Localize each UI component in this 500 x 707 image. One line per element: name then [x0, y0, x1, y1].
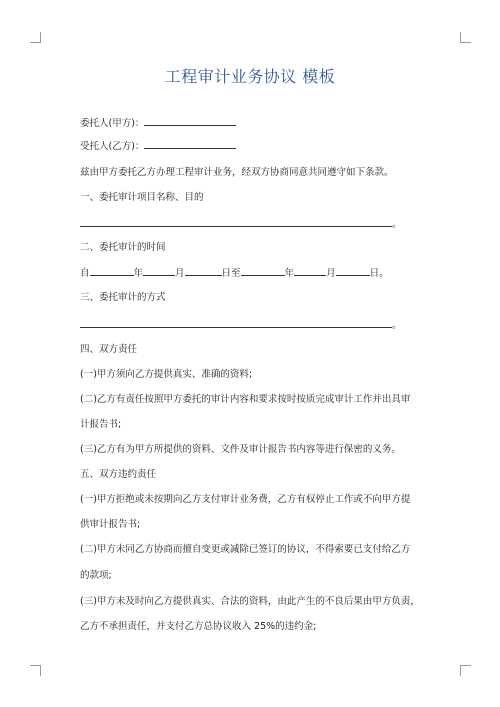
sec3-blank-line [80, 317, 402, 333]
party-a-label: 委托人(甲方)： [80, 118, 145, 129]
sec4-heading: 四、双方责任 [80, 344, 138, 355]
sec5-item3-line1: (三)甲方未及时向乙方提供真实、合法的资料，由此产生的不良后果由甲方负责， [80, 596, 420, 607]
document-title: 工程审计业务协议 模板 [164, 67, 336, 86]
sec1-heading: 一、委托审计项目名称、目的 [80, 192, 204, 203]
sec4-item2-line1: (二)乙方有责任按照甲方委托的审计内容和要求按时按质完成审计工作并出具审 [80, 394, 411, 405]
unit-day-end: 日。 [369, 268, 389, 279]
sec5-heading: 五、双方违约责任 [80, 469, 157, 480]
start-day-blank[interactable] [185, 266, 222, 276]
sec3-heading: 三、委托审计的方式 [80, 292, 166, 303]
party-b-line [80, 139, 236, 154]
unit-year-2: 年 [284, 268, 295, 279]
unit-month-2: 月 [326, 268, 336, 279]
unit-month: 月 [175, 268, 185, 279]
end-year-blank[interactable] [241, 266, 285, 276]
start-month-blank[interactable] [143, 266, 175, 276]
end-day-blank[interactable] [336, 266, 370, 276]
sec5-item1-line1: (一)甲方拒绝或未按期向乙方支付审计业务费，乙方有权停止工作或不向甲方提 [80, 494, 411, 505]
sec2-heading: 二、委托审计的时间 [80, 242, 166, 253]
preamble: 兹由甲方委托乙方办理工程审计业务，经双方协商同意共同遵守如下条款。 [80, 167, 394, 178]
party-a-line [80, 116, 236, 131]
sec4-item1: (一)甲方须向乙方提供真实、准确的资料; [80, 369, 253, 380]
sec5-item3-line2: 乙方不承担责任，并支付乙方总协议收入 25%的违约金; [80, 621, 317, 632]
sec1-blank-line [80, 216, 402, 232]
crop-mark-top-right [460, 32, 471, 43]
unit-day-to: 日至 [221, 268, 241, 279]
start-year-blank[interactable] [90, 266, 134, 276]
period-mark-2: 。 [392, 320, 402, 331]
party-b-blank[interactable] [144, 139, 236, 149]
period-mark: 。 [392, 219, 402, 230]
sec5-item1-line2: 供审计报告书; [80, 519, 141, 530]
end-month-blank[interactable] [294, 266, 326, 276]
sec5-item2-line2: 的款项; [80, 570, 112, 581]
sec1-blank[interactable] [80, 216, 392, 227]
party-b-label: 受托人(乙方)： [80, 141, 145, 152]
sec4-item2-line2: 计报告书; [80, 419, 122, 430]
party-a-blank[interactable] [144, 116, 236, 126]
date-range-line [80, 266, 389, 281]
crop-mark-bottom-left [30, 665, 41, 676]
crop-mark-bottom-right [460, 665, 471, 676]
unit-year: 年 [133, 268, 144, 279]
crop-mark-top-left [30, 32, 41, 43]
sec4-item3: (三)乙方有为甲方所提供的资料、文件及审计报告书内容等进行保密的义务。 [80, 444, 401, 455]
date-from: 自 [80, 268, 90, 279]
sec3-blank[interactable] [80, 317, 392, 328]
sec5-item2-line1: (二)甲方未同乙方协商而擅自变更或减除已签订的协议，不得索要已支付给乙方 [80, 544, 411, 555]
